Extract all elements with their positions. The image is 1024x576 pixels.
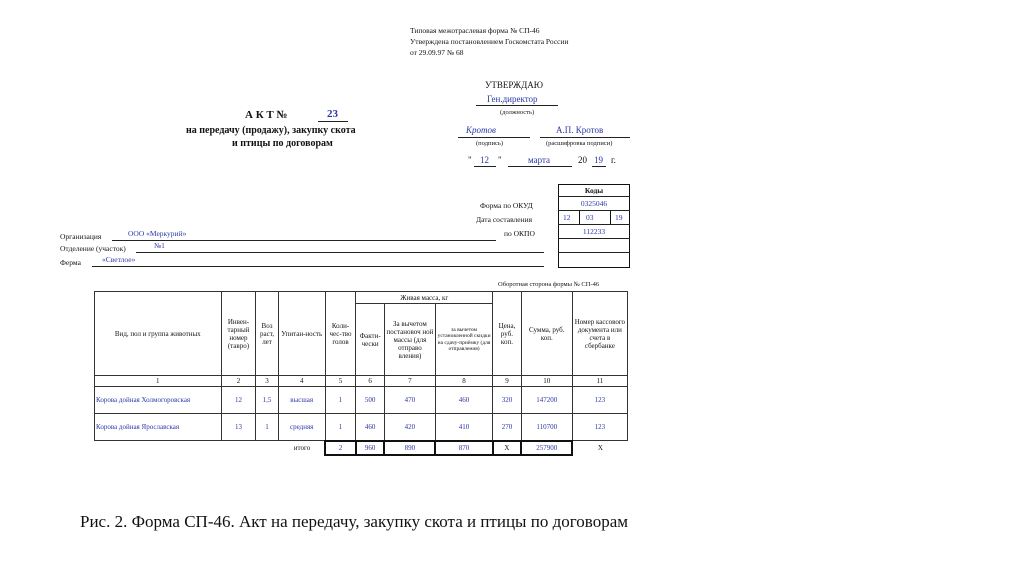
year-prefix: 20 [578, 155, 587, 165]
cell-qty: 1 [325, 414, 356, 441]
date-year: 19 [615, 213, 623, 222]
cell-fat: средняя [278, 414, 325, 441]
cell-age: 1,5 [256, 387, 278, 414]
header-qty: Коли-чес-тво голов [325, 292, 356, 376]
act-number: 23 [327, 108, 338, 120]
act-subtitle-2: и птицы по договорам [232, 138, 333, 149]
header-doc: Номер кассового документа или счета в сбербанке [572, 292, 627, 376]
total-actual: 960 [356, 441, 385, 455]
cell-kind: Корова дойная Ярославская [95, 414, 222, 441]
cell-age: 1 [256, 414, 278, 441]
cell-fat: высшая [278, 387, 325, 414]
col-number: 2 [221, 376, 256, 387]
cell-net: 420 [384, 414, 435, 441]
table-row [95, 387, 628, 414]
date-label: Дата составления [476, 215, 533, 224]
cell-inv: 13 [221, 414, 256, 441]
approval-day: 12 [480, 155, 489, 165]
year-suffix: г. [611, 155, 616, 165]
col-number: 7 [384, 376, 435, 387]
org-label: Организация [60, 232, 102, 241]
name-hint: (расшифровка подписи) [546, 140, 613, 147]
total-standard: 870 [435, 441, 492, 455]
col-number: 8 [435, 376, 492, 387]
total-doc: Х [597, 443, 603, 452]
header-age: Воз раст, лет [256, 292, 278, 376]
position-hint: (должность) [500, 109, 535, 116]
cell-sum: 147200 [521, 387, 572, 414]
col-number: 3 [256, 376, 278, 387]
header-sum: Сумма, руб. коп. [521, 292, 572, 376]
date-quote-close: " [498, 155, 502, 165]
act-subtitle-1: на передачу (продажу), закупку скота [186, 125, 356, 136]
date-quote-open: " [468, 155, 472, 165]
org-value: ООО «Меркурий» [128, 229, 187, 238]
approval-title: УТВЕРЖДАЮ [485, 80, 544, 90]
cell-net: 470 [384, 387, 435, 414]
approval-year: 19 [594, 155, 603, 165]
figure-caption: Рис. 2. Форма СП-46. Акт на передачу, закупку скота и птицы по договорам [80, 512, 628, 531]
header-price: Цена, руб. коп. [493, 292, 522, 376]
okud-value: 0325046 [580, 199, 608, 208]
header-fat: Упитан-ность [278, 292, 325, 376]
cell-price: 270 [493, 414, 522, 441]
okud-label: Форма по ОКУД [480, 201, 533, 210]
col-number: 1 [95, 376, 222, 387]
date-month: 03 [586, 213, 594, 222]
dept-value: №1 [154, 241, 165, 250]
col-number: 6 [356, 376, 385, 387]
cell-standard: 410 [435, 414, 492, 441]
col-number: 11 [572, 376, 627, 387]
cell-price: 320 [493, 387, 522, 414]
col-number: 4 [278, 376, 325, 387]
approval-position: Ген.директор [487, 94, 538, 104]
cell-sum: 110700 [521, 414, 572, 441]
cell-actual: 460 [356, 414, 385, 441]
act-title: А К Т № [245, 109, 288, 121]
header-standard: за вычетом установленной скидки на сдачу-приёмку (для отправления) [435, 304, 492, 376]
form-type: Типовая межотраслевая форма № СП-46 [410, 26, 540, 35]
approved-date: от 29.09.97 № 68 [410, 48, 464, 57]
total-price: Х [493, 441, 522, 455]
table-row [95, 414, 628, 441]
total-sum: 257900 [521, 441, 572, 455]
reverse-side-label: Оборотная сторона формы № СП-46 [498, 281, 600, 288]
header-inv: Инвен-тарный номер (тавро) [221, 292, 256, 376]
approved-by: Утверждена постановлением Госкомстата России [410, 37, 569, 46]
cell-inv: 12 [221, 387, 256, 414]
approval-name: А.П. Кротов [556, 125, 604, 135]
total-net: 890 [384, 441, 435, 455]
total-qty: 2 [325, 441, 356, 455]
cell-kind: Корова дойная Холмогоровская [95, 387, 222, 414]
approval-month: марта [528, 155, 551, 165]
livestock-table [94, 291, 628, 456]
col-number: 5 [325, 376, 356, 387]
farm-label: Ферма [60, 258, 81, 267]
header-net: За вычетом постановоч ной массы (для отправо вления) [384, 304, 435, 376]
total-label: итого [293, 443, 311, 452]
col-number: 10 [521, 376, 572, 387]
header-weight-group: Живая масса, кг [356, 292, 493, 304]
okpo-value: 112233 [582, 227, 606, 236]
header-kind: Вид, пол и группа животных [95, 292, 222, 376]
cell-doc: 123 [572, 414, 627, 441]
header-actual: Факти-чески [356, 304, 385, 376]
cell-qty: 1 [325, 387, 356, 414]
approval-signature: Кротов [466, 125, 496, 135]
farm-value: «Светлое» [102, 255, 136, 264]
cell-doc: 123 [572, 387, 627, 414]
cell-actual: 500 [356, 387, 385, 414]
cell-standard: 460 [435, 387, 492, 414]
col-number: 9 [493, 376, 522, 387]
table-row [95, 441, 628, 455]
codes-header: Коды [584, 186, 604, 195]
dept-label: Отделение (участок) [60, 244, 126, 253]
okpo-label: по ОКПО [504, 229, 535, 238]
signature-hint: (подпись) [476, 140, 503, 147]
date-day: 12 [563, 213, 571, 222]
